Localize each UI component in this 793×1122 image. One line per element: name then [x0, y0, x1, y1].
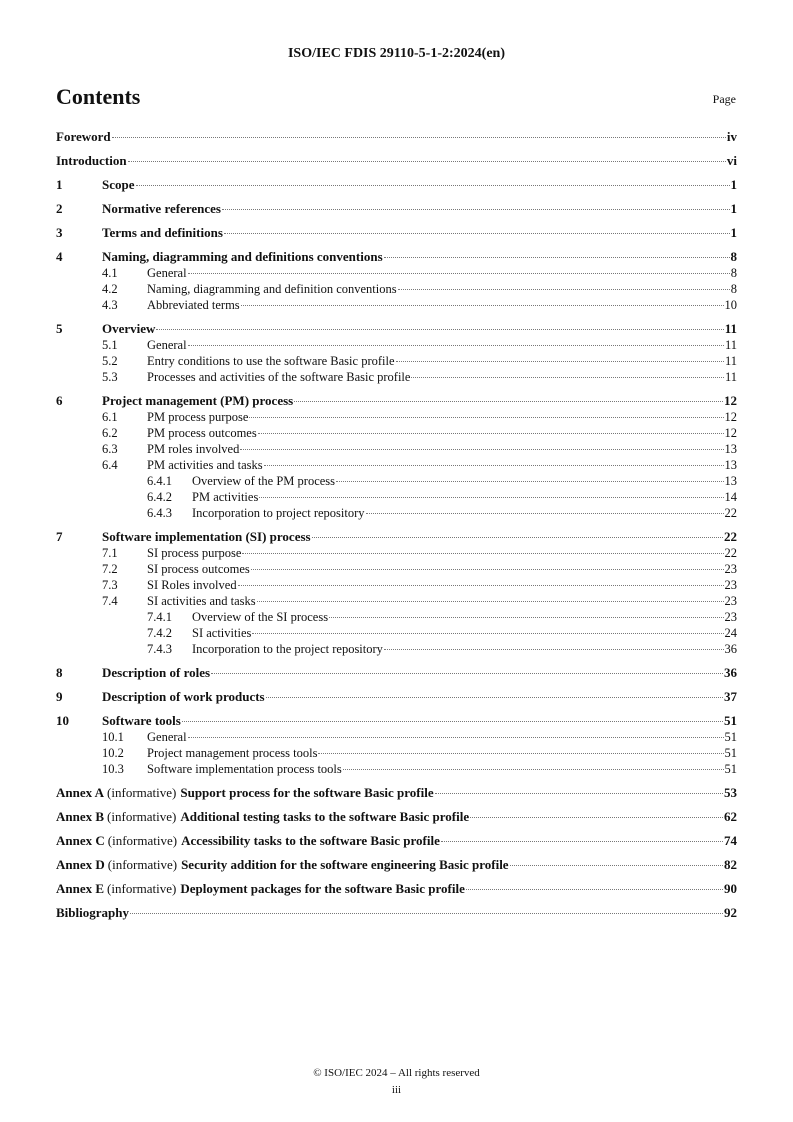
- toc-entry-page: 74: [724, 833, 737, 848]
- dot-leader: [396, 361, 724, 362]
- toc-entry-title: SI activities and tasks: [147, 594, 256, 608]
- toc-entry-page: 53: [724, 785, 737, 800]
- dot-leader: [136, 185, 730, 186]
- toc-entry[interactable]: [56, 297, 737, 313]
- toc-entry[interactable]: [56, 249, 737, 265]
- annex-label: Annex D: [56, 857, 105, 872]
- annex-label: Annex A: [56, 785, 105, 800]
- toc-entry-title: Additional testing tasks to the software Basic profile: [180, 809, 470, 824]
- toc-entry[interactable]: [56, 425, 737, 441]
- dot-leader: [156, 329, 723, 330]
- annex-label: Annex C: [56, 833, 105, 848]
- toc-entry-number: 5.1: [102, 338, 118, 352]
- toc-entry-page: iv: [726, 129, 737, 144]
- toc-entry-number: 7.4.1: [147, 610, 172, 624]
- toc-entry-page: 24: [724, 626, 737, 640]
- dot-leader: [366, 513, 724, 514]
- toc-entry-page: 36: [724, 642, 737, 656]
- toc-entry[interactable]: [56, 545, 737, 561]
- toc-entry-title: Entry conditions to use the software Basic profile: [147, 354, 395, 368]
- toc-entry[interactable]: [56, 713, 737, 729]
- toc-entry-page: 82: [724, 857, 737, 872]
- toc-entry[interactable]: [56, 281, 737, 297]
- dot-leader: [224, 233, 730, 234]
- toc-entry[interactable]: [56, 689, 737, 705]
- toc-entry-page: 90: [724, 881, 737, 896]
- document-id-header: ISO/IEC FDIS 29110-5-1-2:2024(en): [287, 46, 505, 61]
- toc-entry-title: Terms and definitions: [102, 225, 223, 240]
- toc-entry-title: Overview of the PM process: [192, 474, 336, 488]
- toc-entry-title: Incorporation to the project repository: [192, 642, 383, 656]
- dot-leader: [241, 305, 724, 306]
- toc-entry-number: 5.3: [102, 370, 118, 384]
- toc-entry[interactable]: [56, 409, 737, 425]
- annex-informative: (informative): [107, 785, 177, 800]
- toc-entry-title: PM process outcomes: [147, 426, 257, 440]
- toc-entry-number: 2: [56, 201, 63, 216]
- dot-leader: [510, 865, 723, 866]
- toc-entry-page: 62: [724, 809, 737, 824]
- toc-entry[interactable]: [56, 561, 737, 577]
- toc-entry[interactable]: [56, 593, 737, 609]
- toc-entry-title: Bibliography: [56, 905, 129, 920]
- dot-leader: [188, 737, 724, 738]
- toc-entry-number: 7.1: [102, 546, 118, 560]
- annex-informative: (informative): [107, 881, 177, 896]
- toc-entry[interactable]: [56, 265, 737, 281]
- toc-entry-page: 51: [724, 746, 737, 760]
- toc-entry[interactable]: [56, 353, 737, 369]
- toc-entry-title: Description of roles: [102, 665, 211, 680]
- toc-entry[interactable]: [56, 473, 737, 489]
- toc-entry-number: 5: [56, 321, 63, 336]
- dot-leader: [251, 569, 724, 570]
- toc-entry[interactable]: [56, 129, 737, 145]
- toc-entry-number: 8: [56, 665, 63, 680]
- dot-leader: [257, 601, 724, 602]
- annex-informative: (informative): [107, 809, 177, 824]
- toc-entry-number: 6.4.2: [147, 490, 172, 504]
- dot-leader: [188, 273, 730, 274]
- toc-entry[interactable]: [56, 625, 737, 641]
- toc-entry[interactable]: [56, 369, 737, 385]
- dot-leader: [318, 753, 723, 754]
- toc-entry-title: Software implementation process tools: [147, 762, 342, 776]
- toc-entry[interactable]: [56, 201, 737, 217]
- toc-entry-page: 23: [724, 610, 737, 624]
- dot-leader: [466, 889, 723, 890]
- dot-leader: [252, 633, 723, 634]
- table-of-contents: [56, 129, 737, 921]
- toc-entry-page: 22: [724, 529, 737, 544]
- toc-entry-page: 11: [724, 354, 737, 368]
- toc-entry[interactable]: [56, 529, 737, 545]
- dot-leader: [238, 585, 724, 586]
- dot-leader: [211, 673, 723, 674]
- toc-entry-page: 11: [724, 338, 737, 352]
- toc-entry-page: 13: [724, 442, 737, 456]
- toc-entry-title: SI Roles involved: [147, 578, 237, 592]
- toc-entry-page: vi: [726, 153, 737, 168]
- toc-entry[interactable]: [56, 457, 737, 473]
- dot-leader: [128, 161, 726, 162]
- toc-entry[interactable]: [56, 505, 737, 521]
- toc-entry-page: 12: [724, 410, 737, 424]
- toc-entry-number: 6: [56, 393, 63, 408]
- dot-leader: [470, 817, 723, 818]
- toc-entry[interactable]: [56, 905, 737, 921]
- toc-entry-page: 1: [730, 225, 737, 240]
- dot-leader: [384, 649, 724, 650]
- toc-entry[interactable]: [56, 857, 737, 873]
- dot-leader: [411, 377, 723, 378]
- page-column-label: Page: [712, 92, 736, 106]
- toc-entry-title: PM activities and tasks: [147, 458, 263, 472]
- toc-entry-number: 6.2: [102, 426, 118, 440]
- toc-entry[interactable]: [56, 641, 737, 657]
- toc-entry-page: 92: [724, 905, 737, 920]
- toc-entry-page: 13: [724, 458, 737, 472]
- toc-entry[interactable]: [56, 809, 737, 825]
- toc-entry-title: Project management (PM) process: [102, 393, 294, 408]
- toc-entry-title: Naming, diagramming and definitions conventions: [102, 249, 383, 264]
- toc-entry-number: 7.4.2: [147, 626, 172, 640]
- toc-entry-number: 6.1: [102, 410, 118, 424]
- toc-entry[interactable]: [56, 881, 737, 897]
- page-title: Contents: [56, 84, 141, 109]
- dot-leader: [336, 481, 723, 482]
- dot-leader: [259, 497, 723, 498]
- toc-entry-page: 23: [724, 594, 737, 608]
- toc-entry-page: 23: [724, 562, 737, 576]
- toc-entry[interactable]: [56, 441, 737, 457]
- toc-entry-number: 6.3: [102, 442, 118, 456]
- toc-entry-number: 4.1: [102, 266, 118, 280]
- dot-leader: [182, 721, 723, 722]
- toc-entry-page: 1: [730, 201, 737, 216]
- dot-leader: [384, 257, 730, 258]
- toc-entry-page: 23: [724, 578, 737, 592]
- toc-entry-page: 36: [724, 665, 737, 680]
- toc-entry-page: 8: [730, 266, 737, 280]
- toc-entry-number: 6.4.3: [147, 506, 172, 520]
- toc-entry-page: 1: [730, 177, 737, 192]
- dot-leader: [264, 465, 724, 466]
- dot-leader: [130, 913, 723, 914]
- toc-entry-title: Project management process tools: [147, 746, 318, 760]
- toc-entry[interactable]: [56, 489, 737, 505]
- toc-entry-number: 7.4: [102, 594, 118, 608]
- annex-label: Annex B: [56, 809, 105, 824]
- toc-entry-title: Scope: [102, 177, 135, 192]
- toc-entry-number: 6.4: [102, 458, 118, 472]
- toc-entry-title: General: [147, 266, 187, 280]
- toc-entry-page: 22: [724, 546, 737, 560]
- toc-entry-number: 9: [56, 689, 63, 704]
- toc-entry-number: 10.2: [102, 746, 124, 760]
- dot-leader: [222, 209, 730, 210]
- dot-leader: [249, 417, 723, 418]
- toc-entry-page: 11: [724, 370, 737, 384]
- toc-entry-page: 51: [724, 713, 737, 728]
- toc-entry-number: 3: [56, 225, 63, 240]
- toc-entry[interactable]: [56, 665, 737, 681]
- page-number: iii: [391, 1084, 402, 1096]
- dot-leader: [329, 617, 723, 618]
- dot-leader: [258, 433, 724, 434]
- toc-entry-number: 4.2: [102, 282, 118, 296]
- toc-entry[interactable]: [56, 745, 737, 761]
- toc-entry-number: 10: [56, 713, 69, 728]
- toc-entry-page: 10: [724, 298, 737, 312]
- toc-entry-title: Software implementation (SI) process: [102, 529, 311, 544]
- toc-entry-page: 51: [724, 730, 737, 744]
- toc-entry-title: SI activities: [192, 626, 252, 640]
- toc-entry-number: 10.1: [102, 730, 124, 744]
- toc-entry-page: 22: [724, 506, 737, 520]
- toc-entry-title: PM roles involved: [147, 442, 240, 456]
- toc-entry-title: Overview of the SI process: [192, 610, 329, 624]
- toc-entry-title: PM process purpose: [147, 410, 249, 424]
- dot-leader: [188, 345, 724, 346]
- toc-entry[interactable]: [56, 577, 737, 593]
- toc-entry-title: Software tools: [102, 713, 181, 728]
- toc-entry-page: 12: [724, 426, 737, 440]
- toc-entry-number: 4: [56, 249, 63, 264]
- toc-entry-title: PM activities: [192, 490, 259, 504]
- dot-leader: [294, 401, 723, 402]
- toc-entry[interactable]: [56, 337, 737, 353]
- toc-entry-title: Accessibility tasks to the software Basic profile: [181, 833, 440, 848]
- toc-entry-title: General: [147, 338, 187, 352]
- toc-entry-number: 7.3: [102, 578, 118, 592]
- toc-entry-number: 6.4.1: [147, 474, 172, 488]
- toc-entry-title: SI process purpose: [147, 546, 242, 560]
- toc-entry-page: 51: [724, 762, 737, 776]
- dot-leader: [112, 137, 726, 138]
- toc-entry-title: Incorporation to project repository: [192, 506, 365, 520]
- toc-entry[interactable]: [56, 785, 737, 801]
- dot-leader: [240, 449, 723, 450]
- annex-label: Annex E: [56, 881, 105, 896]
- toc-entry-title: Support process for the software Basic profile: [180, 785, 434, 800]
- toc-entry-number: 10.3: [102, 762, 124, 776]
- toc-entry-number: 7.4.3: [147, 642, 172, 656]
- toc-entry-number: 1: [56, 177, 63, 192]
- dot-leader: [343, 769, 724, 770]
- dot-leader: [242, 553, 723, 554]
- toc-entry-page: 14: [724, 490, 737, 504]
- toc-entry-title: Foreword: [56, 129, 111, 144]
- toc-entry-page: 8: [730, 249, 737, 264]
- toc-entry[interactable]: [56, 225, 737, 241]
- toc-entry-title: Abbreviated terms: [147, 298, 240, 312]
- toc-entry-title: Overview: [102, 321, 156, 336]
- toc-entry-page: 13: [724, 474, 737, 488]
- dot-leader: [266, 697, 723, 698]
- toc-entry-number: 7.2: [102, 562, 118, 576]
- toc-entry[interactable]: [56, 153, 737, 169]
- toc-entry[interactable]: [56, 833, 737, 849]
- toc-entry[interactable]: [56, 321, 737, 337]
- toc-entry[interactable]: [56, 609, 737, 625]
- copyright-notice: © ISO/IEC 2024 – All rights reserved: [313, 1067, 480, 1079]
- toc-entry-number: 4.3: [102, 298, 118, 312]
- toc-entry[interactable]: [56, 761, 737, 777]
- toc-entry-number: 5.2: [102, 354, 118, 368]
- toc-entry-page: 8: [730, 282, 737, 296]
- toc-entry-number: 7: [56, 529, 63, 544]
- toc-entry[interactable]: [56, 177, 737, 193]
- annex-informative: (informative): [107, 833, 178, 848]
- toc-entry-title: Security addition for the software engineering Basic profile: [181, 857, 509, 872]
- toc-entry-page: 37: [724, 689, 737, 704]
- toc-entry-title: General: [147, 730, 187, 744]
- toc-entry-title: SI process outcomes: [147, 562, 250, 576]
- toc-entry[interactable]: [56, 393, 737, 409]
- dot-leader: [312, 537, 723, 538]
- toc-entry-title: Description of work products: [102, 689, 265, 704]
- toc-entry-title: Naming, diagramming and definition conventions: [147, 282, 397, 296]
- toc-entry[interactable]: [56, 729, 737, 745]
- toc-entry-title: Deployment packages for the software Basic profile: [180, 881, 465, 896]
- toc-entry-page: 11: [724, 321, 737, 336]
- toc-entry-title: Processes and activities of the software Basic profile: [147, 370, 411, 384]
- dot-leader: [398, 289, 730, 290]
- toc-entry-page: 12: [724, 393, 737, 408]
- dot-leader: [441, 841, 723, 842]
- annex-informative: (informative): [107, 857, 178, 872]
- toc-entry-title: Normative references: [102, 201, 221, 216]
- toc-entry-title: Introduction: [56, 153, 127, 168]
- dot-leader: [435, 793, 723, 794]
